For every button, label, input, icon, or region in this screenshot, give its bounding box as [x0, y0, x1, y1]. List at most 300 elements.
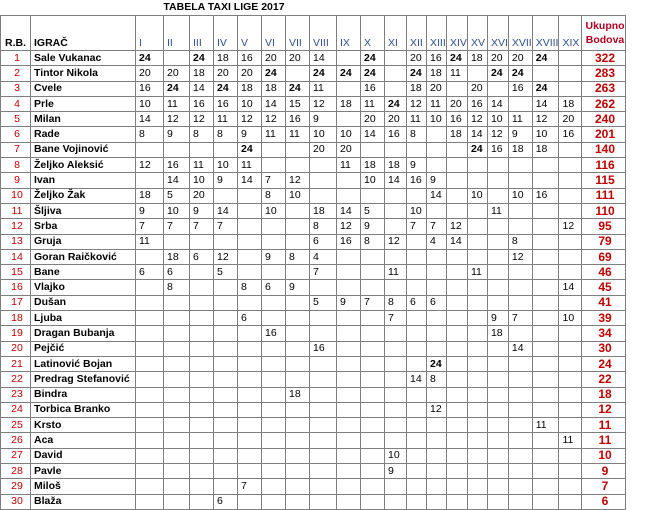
score-cell: [337, 188, 361, 203]
score-cell: [310, 387, 337, 402]
rank-cell: 20: [1, 341, 31, 356]
score-cell: 10: [407, 203, 427, 218]
score-cell: 9: [361, 219, 385, 234]
score-cell: [190, 311, 214, 326]
score-cell: [487, 402, 508, 417]
score-cell: [164, 402, 190, 417]
score-cell: [559, 51, 582, 66]
score-cell: [337, 311, 361, 326]
player-name-cell: Milan: [31, 112, 136, 127]
score-cell: [286, 356, 310, 371]
score-cell: [286, 203, 310, 218]
score-cell: 24: [508, 66, 532, 81]
score-cell: [385, 188, 407, 203]
score-cell: [286, 479, 310, 494]
score-cell: [559, 142, 582, 157]
score-cell: [310, 494, 337, 509]
score-cell: [407, 234, 427, 249]
score-cell: 18: [214, 51, 238, 66]
score-cell: [361, 341, 385, 356]
score-cell: 18: [532, 142, 559, 157]
score-cell: [427, 265, 447, 280]
score-cell: [508, 173, 532, 188]
score-cell: [214, 142, 238, 157]
score-cell: [262, 295, 286, 310]
score-cell: [286, 265, 310, 280]
score-cell: 12: [559, 219, 582, 234]
score-cell: 9: [427, 173, 447, 188]
score-cell: 14: [385, 173, 407, 188]
player-name-cell: Miloš: [31, 479, 136, 494]
total-cell: 6: [582, 494, 625, 509]
score-cell: 6: [164, 265, 190, 280]
score-cell: [337, 479, 361, 494]
score-cell: [337, 448, 361, 463]
score-cell: 9: [385, 464, 407, 479]
score-cell: 11: [427, 96, 447, 111]
score-cell: [136, 402, 164, 417]
score-cell: [385, 494, 407, 509]
score-cell: [238, 219, 262, 234]
score-cell: [214, 387, 238, 402]
score-cell: 12: [487, 127, 508, 142]
score-cell: [487, 418, 508, 433]
score-cell: [508, 96, 532, 111]
score-cell: 20: [407, 51, 427, 66]
total-cell: 7: [582, 479, 625, 494]
score-cell: [310, 356, 337, 371]
score-cell: [164, 311, 190, 326]
score-cell: 12: [532, 112, 559, 127]
score-cell: [385, 142, 407, 157]
score-cell: [532, 203, 559, 218]
score-cell: [487, 341, 508, 356]
score-cell: 16: [447, 112, 468, 127]
score-cell: 24: [361, 66, 385, 81]
score-cell: [361, 402, 385, 417]
score-cell: [447, 142, 468, 157]
round-header: VII: [286, 16, 310, 51]
score-cell: [487, 249, 508, 264]
score-cell: [286, 372, 310, 387]
total-cell: 263: [582, 81, 625, 96]
player-name-cell: Gruja: [31, 234, 136, 249]
score-cell: [467, 402, 487, 417]
score-cell: 20: [214, 66, 238, 81]
round-header: XIX: [559, 16, 582, 51]
score-cell: 18: [262, 81, 286, 96]
score-cell: 20: [467, 81, 487, 96]
score-cell: [487, 372, 508, 387]
score-cell: [337, 341, 361, 356]
score-cell: 20: [238, 66, 262, 81]
score-cell: 9: [214, 173, 238, 188]
score-cell: [286, 448, 310, 463]
score-cell: 11: [262, 127, 286, 142]
score-cell: [467, 341, 487, 356]
round-header: XVI: [487, 16, 508, 51]
score-cell: [238, 356, 262, 371]
score-cell: [136, 326, 164, 341]
player-name-cell: Sale Vukanac: [31, 51, 136, 66]
score-cell: 16: [467, 96, 487, 111]
player-name-cell: David: [31, 448, 136, 463]
score-cell: [164, 142, 190, 157]
player-name-cell: Bane Vojinović: [31, 142, 136, 157]
score-cell: [286, 433, 310, 448]
score-cell: 9: [164, 127, 190, 142]
score-cell: 18: [447, 127, 468, 142]
score-cell: [238, 265, 262, 280]
score-cell: [559, 188, 582, 203]
score-cell: 10: [310, 127, 337, 142]
score-cell: 24: [407, 66, 427, 81]
score-cell: 6: [190, 249, 214, 264]
score-cell: [164, 448, 190, 463]
score-cell: [447, 387, 468, 402]
score-cell: [214, 448, 238, 463]
total-cell: 24: [582, 356, 625, 371]
score-cell: 18: [190, 66, 214, 81]
score-cell: [487, 188, 508, 203]
score-cell: 7: [385, 311, 407, 326]
score-cell: 24: [164, 81, 190, 96]
score-cell: [508, 203, 532, 218]
score-cell: [427, 433, 447, 448]
total-cell: 140: [582, 142, 625, 157]
score-cell: 7: [238, 479, 262, 494]
score-cell: 12: [385, 234, 407, 249]
round-header: IV: [214, 16, 238, 51]
round-header: XVII: [508, 16, 532, 51]
score-cell: [427, 311, 447, 326]
score-cell: [262, 433, 286, 448]
score-cell: [238, 188, 262, 203]
score-cell: [136, 448, 164, 463]
player-name-cell: Torbica Branko: [31, 402, 136, 417]
round-header: XII: [407, 16, 427, 51]
player-name-cell: Blaža: [31, 494, 136, 509]
rank-cell: 11: [1, 203, 31, 218]
player-name-cell: Latinović Bojan: [31, 356, 136, 371]
score-cell: [559, 372, 582, 387]
score-cell: [164, 464, 190, 479]
score-cell: [286, 464, 310, 479]
score-cell: 16: [262, 326, 286, 341]
score-cell: [447, 326, 468, 341]
score-cell: [262, 448, 286, 463]
rank-cell: 30: [1, 494, 31, 509]
score-cell: [262, 387, 286, 402]
score-cell: [310, 158, 337, 173]
score-cell: [262, 311, 286, 326]
score-cell: [467, 295, 487, 310]
round-header: IX: [337, 16, 361, 51]
score-cell: 8: [262, 188, 286, 203]
score-cell: [508, 418, 532, 433]
score-cell: [361, 188, 385, 203]
score-cell: [447, 479, 468, 494]
table-row: [1, 387, 626, 402]
score-cell: [532, 265, 559, 280]
total-cell: 283: [582, 66, 625, 81]
score-cell: 16: [532, 188, 559, 203]
table-row: [1, 295, 626, 310]
score-cell: 10: [361, 173, 385, 188]
player-name-cell: Bindra: [31, 387, 136, 402]
table-row: [1, 326, 626, 341]
score-cell: [532, 341, 559, 356]
score-cell: [385, 402, 407, 417]
total-cell: 116: [582, 158, 625, 173]
score-cell: 12: [337, 219, 361, 234]
score-cell: 12: [164, 112, 190, 127]
score-cell: 6: [214, 494, 238, 509]
score-cell: [385, 203, 407, 218]
score-cell: [407, 433, 427, 448]
score-cell: [487, 280, 508, 295]
score-cell: 5: [310, 295, 337, 310]
score-cell: 7: [407, 219, 427, 234]
player-name-cell: Dragan Bubanja: [31, 326, 136, 341]
rank-cell: 15: [1, 265, 31, 280]
score-cell: 12: [310, 96, 337, 111]
score-cell: 5: [361, 203, 385, 218]
score-cell: 9: [407, 158, 427, 173]
score-cell: [337, 433, 361, 448]
score-cell: [508, 158, 532, 173]
score-cell: [136, 464, 164, 479]
score-cell: [337, 112, 361, 127]
score-cell: [487, 295, 508, 310]
score-cell: 7: [214, 219, 238, 234]
score-cell: [310, 280, 337, 295]
score-cell: [164, 326, 190, 341]
score-cell: [361, 326, 385, 341]
score-cell: [532, 173, 559, 188]
score-cell: 24: [385, 96, 407, 111]
score-cell: [559, 81, 582, 96]
score-cell: 12: [136, 158, 164, 173]
score-cell: 14: [508, 341, 532, 356]
rank-cell: 18: [1, 311, 31, 326]
score-cell: [467, 372, 487, 387]
score-cell: 20: [286, 51, 310, 66]
total-cell: 322: [582, 51, 625, 66]
score-cell: [447, 341, 468, 356]
score-cell: 7: [136, 219, 164, 234]
score-cell: [136, 494, 164, 509]
score-cell: 24: [361, 51, 385, 66]
score-cell: [532, 433, 559, 448]
score-cell: 9: [286, 280, 310, 295]
table-row: [1, 249, 626, 264]
score-cell: [262, 158, 286, 173]
rank-cell: 12: [1, 219, 31, 234]
score-cell: 20: [447, 96, 468, 111]
score-cell: 16: [214, 96, 238, 111]
score-cell: [238, 494, 262, 509]
score-cell: [164, 433, 190, 448]
score-cell: [532, 219, 559, 234]
score-cell: 11: [559, 433, 582, 448]
score-cell: [467, 418, 487, 433]
score-cell: [508, 494, 532, 509]
score-cell: [164, 418, 190, 433]
score-cell: [310, 372, 337, 387]
score-cell: [190, 448, 214, 463]
total-header-line2: Bodova: [585, 34, 625, 46]
score-cell: [532, 158, 559, 173]
score-cell: [385, 219, 407, 234]
score-cell: [238, 464, 262, 479]
player-name-cell: Željko Aleksić: [31, 158, 136, 173]
score-cell: [467, 387, 487, 402]
score-cell: 16: [136, 81, 164, 96]
rank-cell: 10: [1, 188, 31, 203]
score-cell: [407, 356, 427, 371]
player-name-cell: Srba: [31, 219, 136, 234]
player-name-cell: Dušan: [31, 295, 136, 310]
score-cell: 14: [238, 173, 262, 188]
score-cell: [559, 234, 582, 249]
score-cell: [214, 356, 238, 371]
score-cell: 8: [361, 234, 385, 249]
score-cell: 20: [337, 142, 361, 157]
score-cell: [407, 402, 427, 417]
score-cell: [337, 249, 361, 264]
table-row: [1, 280, 626, 295]
rank-cell: 4: [1, 96, 31, 111]
score-cell: 24: [238, 142, 262, 157]
score-cell: [559, 387, 582, 402]
score-cell: [487, 433, 508, 448]
score-cell: [190, 265, 214, 280]
score-cell: [467, 66, 487, 81]
score-cell: [467, 356, 487, 371]
score-cell: [136, 311, 164, 326]
player-name-cell: Željko Žak: [31, 188, 136, 203]
score-cell: [337, 265, 361, 280]
score-cell: 24: [262, 66, 286, 81]
score-cell: [286, 418, 310, 433]
score-cell: [262, 341, 286, 356]
score-cell: [407, 265, 427, 280]
score-cell: 14: [559, 280, 582, 295]
rank-cell: 7: [1, 142, 31, 157]
score-cell: [337, 402, 361, 417]
rank-cell: 28: [1, 464, 31, 479]
score-cell: [407, 188, 427, 203]
score-cell: [136, 356, 164, 371]
score-cell: [407, 479, 427, 494]
score-cell: 16: [407, 173, 427, 188]
score-cell: [559, 479, 582, 494]
score-cell: 11: [164, 96, 190, 111]
score-cell: [427, 341, 447, 356]
rank-cell: 24: [1, 402, 31, 417]
table-row: [1, 188, 626, 203]
player-name-cell: Bane: [31, 265, 136, 280]
score-cell: [190, 418, 214, 433]
score-cell: [532, 249, 559, 264]
score-cell: [427, 479, 447, 494]
player-name-cell: Cvele: [31, 81, 136, 96]
score-cell: [136, 479, 164, 494]
score-cell: 9: [508, 127, 532, 142]
score-cell: [310, 173, 337, 188]
score-cell: [190, 280, 214, 295]
rank-cell: 27: [1, 448, 31, 463]
score-cell: [532, 479, 559, 494]
score-cell: [508, 372, 532, 387]
score-cell: [532, 402, 559, 417]
score-cell: [559, 158, 582, 173]
score-cell: 11: [467, 265, 487, 280]
score-cell: [447, 295, 468, 310]
score-cell: 11: [532, 418, 559, 433]
score-cell: [214, 418, 238, 433]
score-cell: [385, 326, 407, 341]
score-cell: [559, 464, 582, 479]
score-cell: [447, 81, 468, 96]
score-cell: [214, 311, 238, 326]
score-cell: 8: [190, 127, 214, 142]
score-cell: [532, 356, 559, 371]
score-cell: 24: [447, 51, 468, 66]
rank-cell: 5: [1, 112, 31, 127]
score-cell: [427, 448, 447, 463]
score-cell: 20: [487, 51, 508, 66]
score-cell: [262, 494, 286, 509]
score-cell: [559, 203, 582, 218]
total-cell: 79: [582, 234, 625, 249]
score-cell: [238, 448, 262, 463]
total-cell: 262: [582, 96, 625, 111]
score-cell: [532, 387, 559, 402]
round-header: XIII: [427, 16, 447, 51]
score-cell: 16: [164, 158, 190, 173]
score-cell: [337, 51, 361, 66]
score-cell: 12: [447, 219, 468, 234]
score-cell: 11: [214, 112, 238, 127]
score-cell: [286, 494, 310, 509]
score-cell: [407, 142, 427, 157]
score-cell: [447, 433, 468, 448]
table-row: [1, 448, 626, 463]
score-cell: [467, 326, 487, 341]
score-cell: [467, 464, 487, 479]
table-row: [1, 173, 626, 188]
score-cell: [361, 265, 385, 280]
score-cell: 9: [337, 295, 361, 310]
score-cell: 20: [427, 81, 447, 96]
score-cell: [407, 418, 427, 433]
score-cell: [214, 464, 238, 479]
score-cell: [262, 418, 286, 433]
score-cell: 14: [310, 51, 337, 66]
player-name-cell: Pejčić: [31, 341, 136, 356]
score-cell: [136, 387, 164, 402]
score-cell: 24: [487, 66, 508, 81]
score-cell: 9: [487, 311, 508, 326]
rank-cell: 17: [1, 295, 31, 310]
score-cell: [262, 464, 286, 479]
score-cell: [337, 494, 361, 509]
score-cell: [164, 387, 190, 402]
score-cell: [262, 234, 286, 249]
score-cell: [361, 387, 385, 402]
